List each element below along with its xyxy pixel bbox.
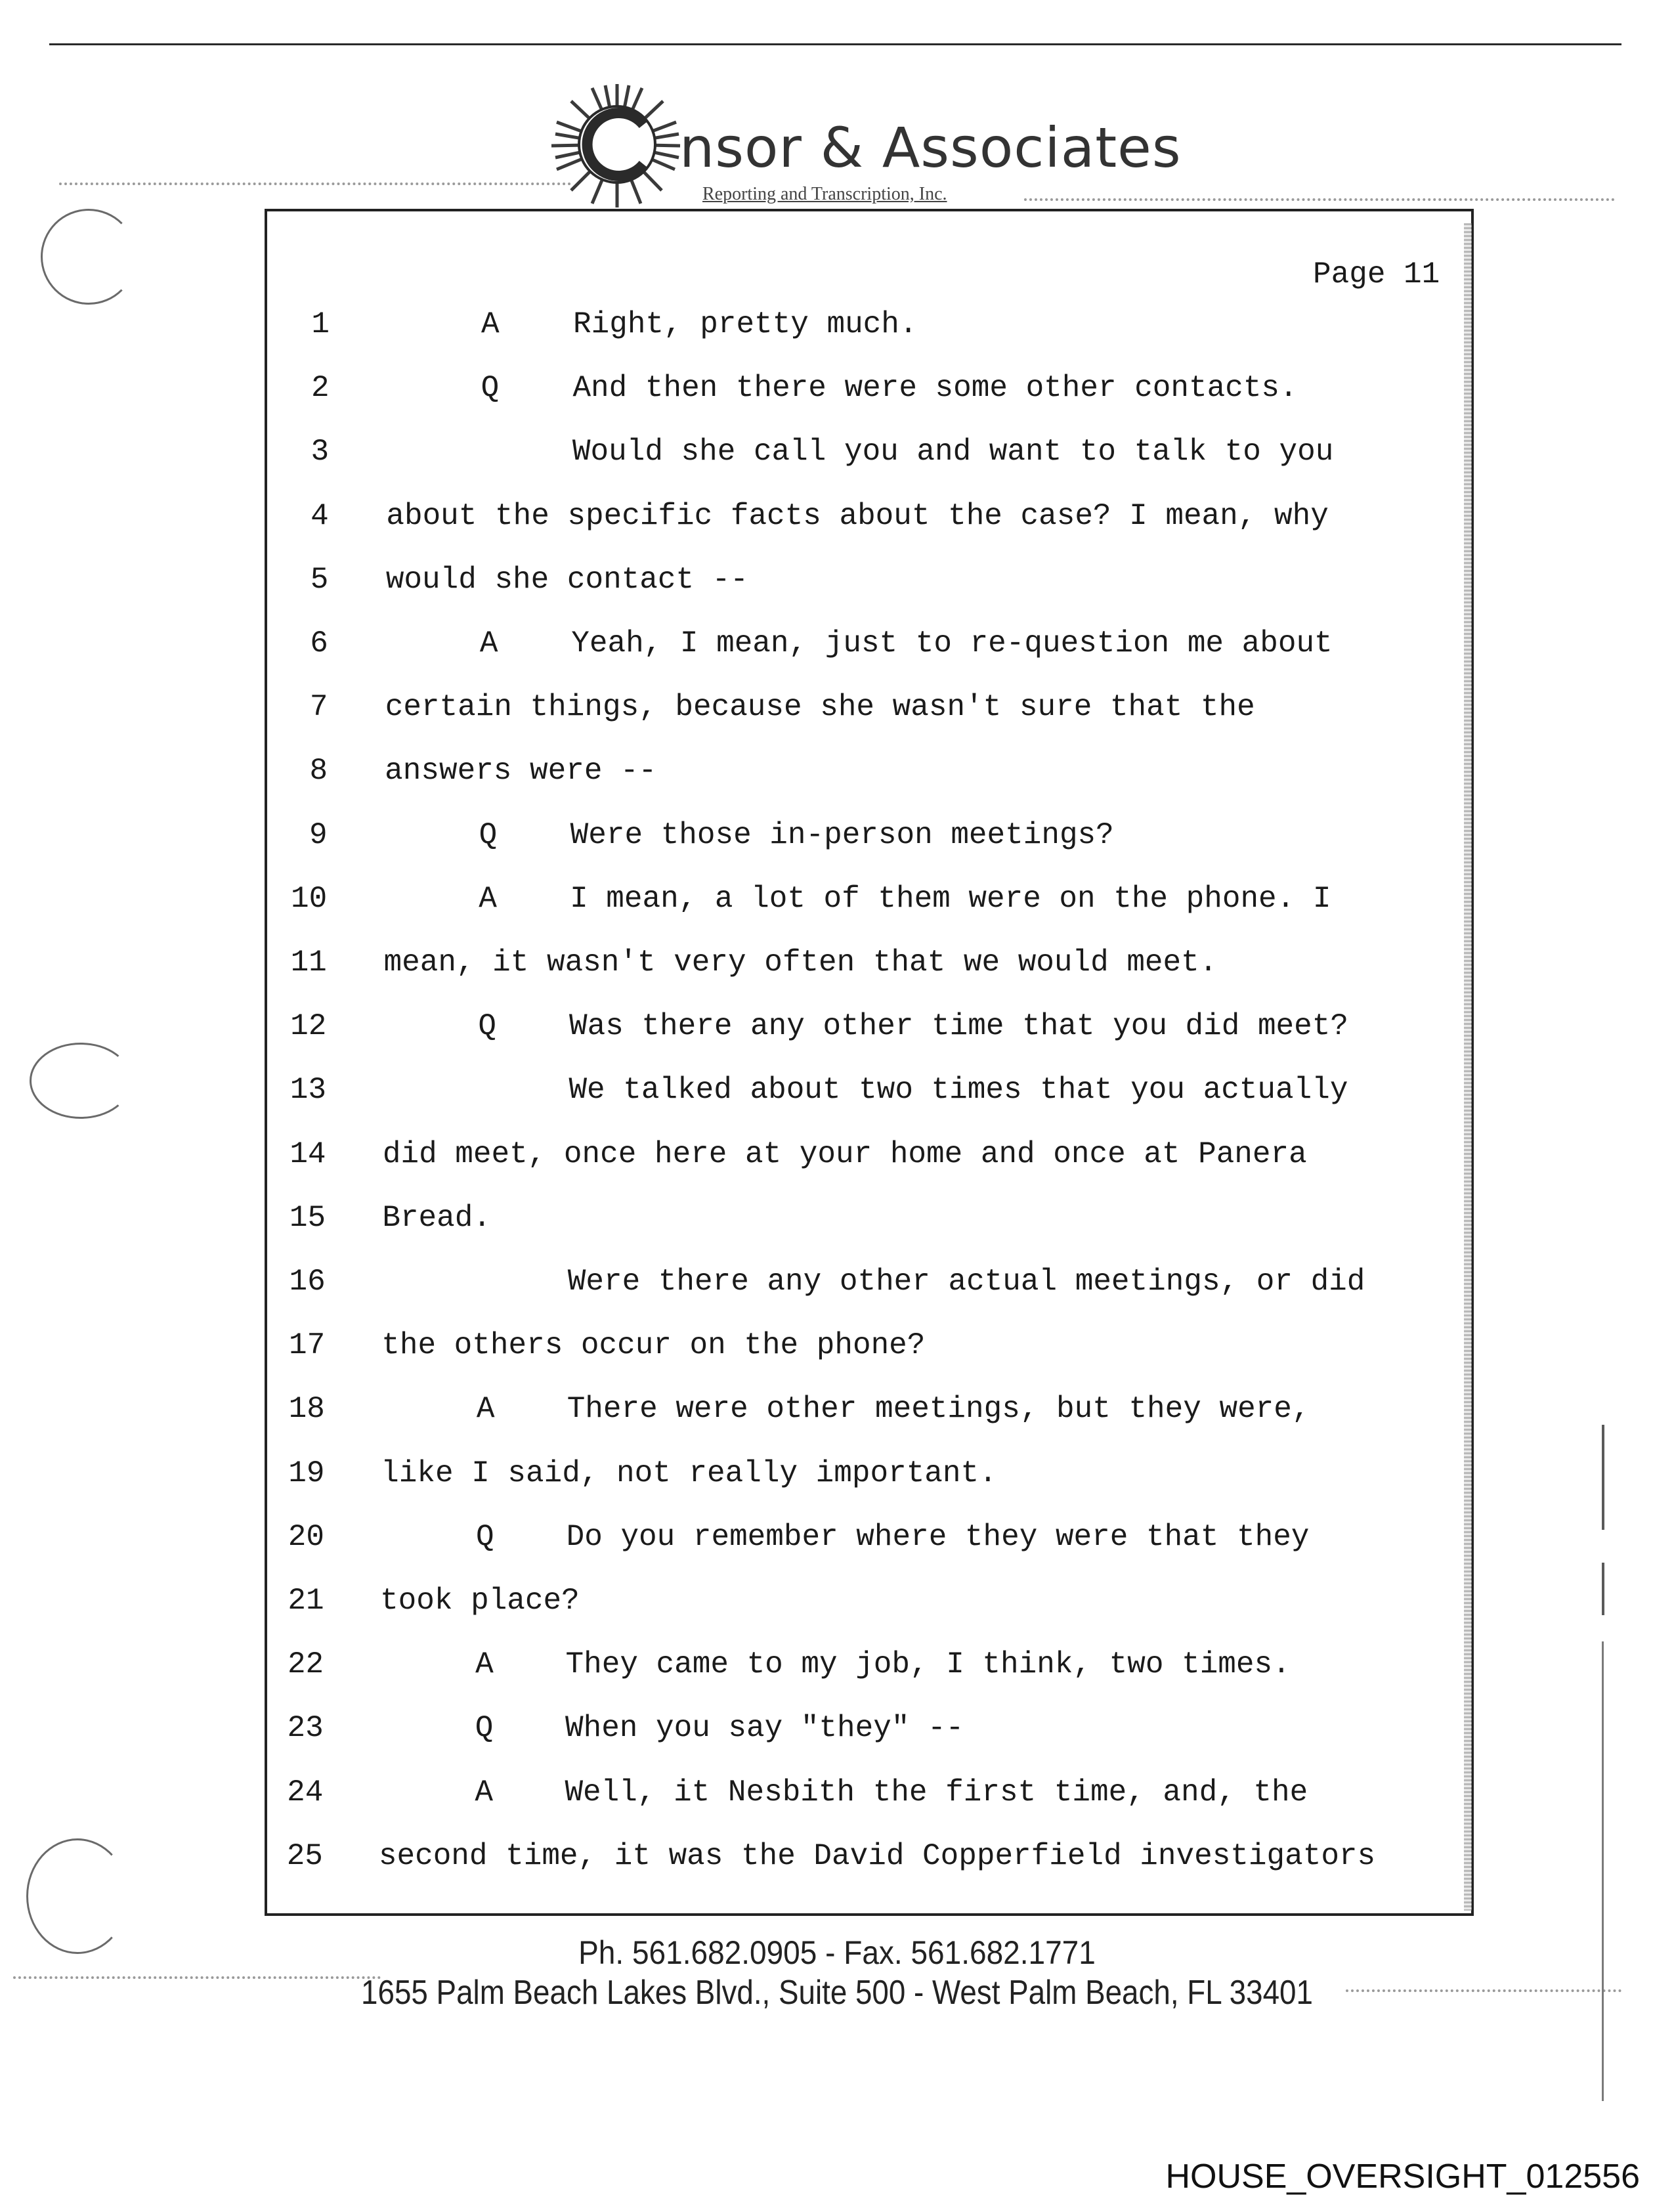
right-margin-mark [1602,1563,1604,1615]
transcript-line [0,371,1444,410]
speaker-label: Q [479,817,498,852]
page-number: Page 11 [1313,257,1440,292]
line-text: the others occur on the phone? [381,1328,926,1363]
transcript-line [0,307,1444,347]
line-number: 19 [288,1456,325,1490]
line-number: 13 [290,1073,326,1108]
transcript-line [0,818,1444,857]
speaker-label: Q [476,1519,494,1554]
transcript-line [0,1137,1444,1177]
line-text: Yeah, I mean, just to re-question me about [571,626,1333,661]
frame-right-edge-texture [1464,223,1472,1911]
line-text: mean, it wasn't very often that we would meet. [383,945,1218,980]
transcript-line [0,1265,1444,1304]
line-number: 12 [290,1009,327,1044]
transcript-line [0,435,1444,474]
line-text: Were there any other actual meetings, or did [567,1265,1365,1299]
line-number: 11 [290,945,327,980]
line-text: Would she call you and want to talk to you [572,435,1334,469]
top-rule [49,43,1621,45]
line-number: 16 [289,1265,326,1299]
transcript-line [0,945,1444,985]
header-dotted-rule-left [59,183,571,185]
transcript-line [0,1009,1444,1049]
transcript-line [0,1392,1444,1431]
line-text: When you say "they" -- [565,1711,964,1746]
right-margin-mark [1602,1641,1604,2101]
line-number: 1 [311,307,330,341]
speaker-label: A [479,881,497,916]
bates-number: HOUSE_OVERSIGHT_012556 [1165,2158,1640,2196]
line-number: 15 [289,1200,326,1235]
line-text: There were other meetings, but they were, [567,1392,1310,1427]
line-text: like I said, not really important. [381,1456,997,1490]
line-number: 9 [309,817,328,852]
line-number: 20 [288,1519,325,1554]
line-text: I mean, a lot of them were on the phone. I [570,881,1331,916]
line-number: 7 [309,690,328,725]
transcript-line [0,499,1444,538]
line-number: 24 [287,1775,324,1810]
transcript-line [0,1839,1444,1878]
logo-company-name: nsor & Associates [679,116,1182,180]
transcript-line [0,754,1444,793]
line-number: 17 [289,1328,326,1363]
transcript-line [0,1456,1444,1496]
line-number: 5 [310,562,329,597]
line-text: Do you remember where they were that they [566,1519,1310,1554]
transcript-line [0,1520,1444,1559]
speaker-label: A [476,1392,495,1427]
transcript-line [0,626,1444,666]
transcript-line [0,1711,1444,1750]
speaker-label: Q [481,371,500,406]
logo-tagline: Reporting and Transcription, Inc. [702,184,947,204]
transcript-line [0,1584,1444,1623]
transcript-line [0,1201,1444,1240]
sunburst-logo-icon [545,79,689,210]
transcript-line [0,690,1444,729]
line-number: 3 [311,435,330,469]
line-number: 22 [287,1647,324,1682]
line-text: second time, it was the David Copperfield investigators [378,1838,1376,1873]
line-text: Bread. [382,1200,491,1235]
right-margin-mark [1602,1425,1604,1530]
line-text: Were those in-person meetings? [570,817,1114,852]
company-logo [545,79,1182,210]
line-text: They came to my job, I think, two times. [565,1647,1291,1682]
line-text: certain things, because she wasn't sure that the [385,690,1255,725]
line-text: did meet, once here at your home and once at Panera [382,1137,1307,1171]
line-text: would she contact -- [385,562,748,597]
punch-hole-middle [30,1043,132,1119]
footer-address: 1655 Palm Beach Lakes Blvd., Suite 500 - West Palm Beach, FL 33401 [361,1974,1313,2012]
line-text: about the specific facts about the case? I mean, why [386,498,1329,533]
speaker-label: A [481,307,500,341]
line-number: 10 [291,881,328,916]
transcript-line [0,1328,1444,1368]
punch-hole-top [41,209,137,305]
transcript-line [0,1775,1444,1815]
transcript-line [0,1647,1444,1687]
transcript-line [0,563,1444,602]
speaker-label: A [475,1775,493,1810]
speaker-label: A [479,626,498,661]
line-number: 4 [311,498,329,533]
line-text: Was there any other time that you did meet? [569,1009,1348,1044]
speaker-label: A [475,1647,494,1682]
speaker-label: Q [475,1711,494,1746]
line-number: 25 [286,1838,323,1873]
line-number: 8 [309,754,328,789]
transcript-line [0,882,1444,921]
line-number: 21 [288,1584,324,1618]
transcript-line [0,1073,1444,1112]
line-number: 18 [288,1392,325,1427]
footer-phone-fax: Ph. 561.682.0905 - Fax. 561.682.1771 [578,1934,1096,1971]
line-text: We talked about two times that you actually [569,1073,1348,1108]
line-text: And then there were some other contacts. [572,371,1298,406]
speaker-label: Q [478,1009,496,1044]
line-text: Well, it Nesbith the first time, and, the [565,1775,1308,1810]
line-number: 2 [311,371,330,406]
line-number: 6 [310,626,328,661]
line-text: took place? [380,1584,580,1618]
line-text: answers were -- [385,754,657,789]
line-number: 23 [287,1711,324,1746]
line-text: Right, pretty much. [573,307,918,341]
line-number: 14 [290,1137,326,1171]
